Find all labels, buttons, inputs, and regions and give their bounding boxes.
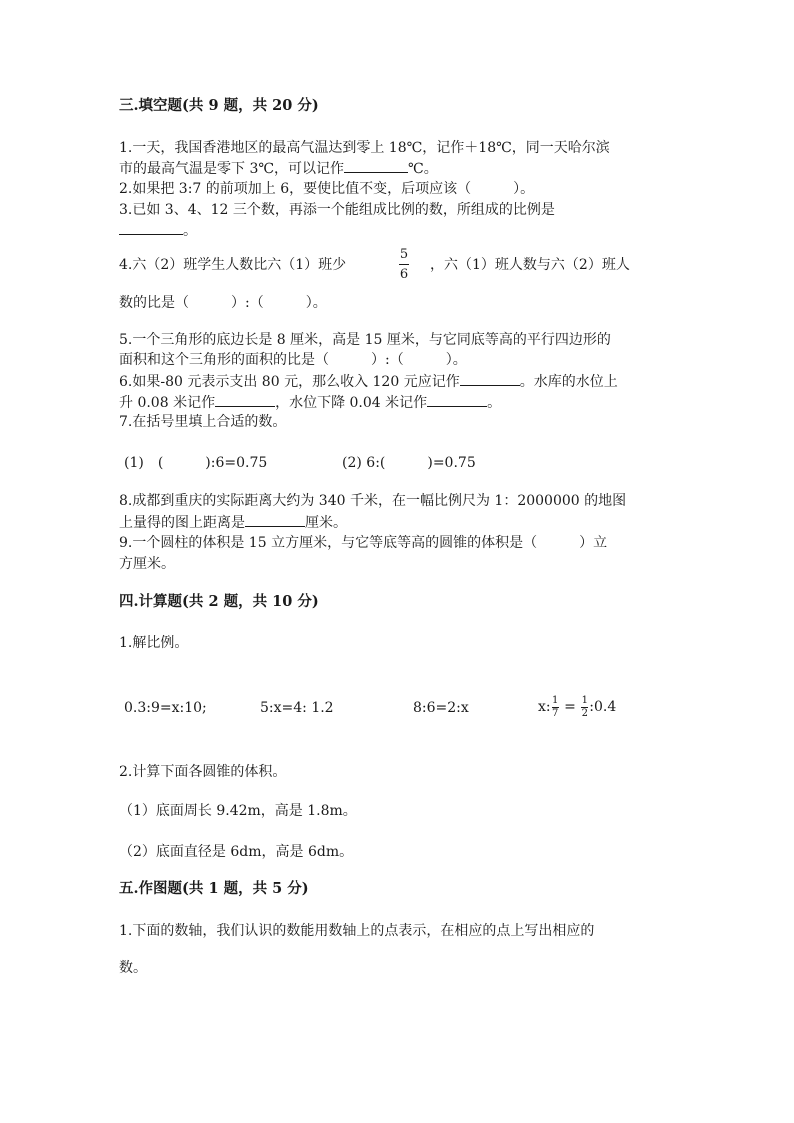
equation-2: 5:x=4: 1.2 [260,700,334,716]
equation-4 [538,695,616,719]
answer-blank[interactable] [245,513,305,527]
question-3-8-text-b: 厘米。 [305,515,347,531]
answer-blank[interactable] [215,393,275,407]
fraction-denominator: 2 [581,707,588,719]
question-3-3-text-b: 。 [183,223,197,239]
answer-blank[interactable] [427,393,487,407]
question-3-7-part-1: (1) ( ):6=0.75 [124,455,268,471]
question-3-6-line-2 [119,393,501,412]
question-3-4-text-b: ，六（1）班人数与六（2）班人 [430,257,630,273]
answer-blank[interactable] [344,159,408,173]
answer-blank[interactable] [460,372,520,386]
question-4-2: 2.计算下面各圆锥的体积。 [119,764,287,780]
question-3-6-text-d: ，水位下降 0.04 米记作 [275,395,428,411]
question-3-5-line-1: 5.一个三角形的底边长是 8 厘米，高是 15 厘米，与它同底等高的平行四边形的 [119,332,611,348]
question-3-1-line-1: 1.一天，我国香港地区的最高气温达到零上 18℃，记作＋18℃，同一天哈尔滨 [119,140,610,156]
question-3-6-text-c: 升 0.08 米记作 [119,395,216,411]
equation-4-prefix: x: [538,699,551,715]
section-3-heading: 三.填空题(共 9 题，共 20 分) [119,97,319,114]
fraction-five-sixths [399,247,409,282]
fraction-denominator: 7 [551,707,559,719]
section-5-heading: 五.作图题(共 1 题，共 5 分) [119,880,309,897]
question-3-8-line-1: 8.成都到重庆的实际距离大约为 340 千米，在一幅比例尺为 1：2000000 的地图 [119,493,627,509]
equals-sign: = [559,699,581,715]
fraction-numerator: 1 [581,694,588,706]
fraction-bar [399,264,409,265]
fraction-denominator: 6 [399,267,409,282]
question-3-8-line-2 [119,513,347,532]
fraction-one-seventh [552,696,559,719]
question-5-1-line-2: 数。 [119,960,147,976]
question-3-4-line-2: 数的比是（ ）:（ ）。 [119,295,327,311]
question-4-2-part-1: （1）底面周长 9.42m，高是 1.8m。 [119,803,357,819]
question-3-4-text-a: 4.六（2）班学生人数比六（1）班少 [119,257,347,273]
question-3-6-text-e: 。 [487,395,502,411]
equation-3: 8:6=2:x [413,700,469,716]
fraction-numerator: 5 [399,247,409,262]
question-3-2: 2.如果把 3:7 的前项加上 6，要使比值不变，后项应该（ ）。 [119,181,535,197]
question-3-9-line-1: 9.一个圆柱的体积是 15 立方厘米，与它等底等高的圆锥的体积是（ ）立 [119,535,608,551]
question-5-1-line-1: 1.下面的数轴，我们认识的数能用数轴上的点表示，在相应的点上写出相应的 [119,923,595,939]
question-3-1-text-b: ℃。 [408,161,438,177]
question-3-6-line-1 [119,372,618,391]
question-3-6-text-a: 6.如果-80 元表示支出 80 元，那么收入 120 元应记作 [119,374,460,390]
question-3-1-line-2 [119,159,438,178]
question-4-2-part-2: （2）底面直径是 6dm，高是 6dm。 [119,844,354,860]
question-3-9-line-2: 方厘米。 [119,556,175,572]
question-3-7-part-2: (2) 6:( )=0.75 [342,455,476,471]
question-3-5-line-2: 面积和这个三角形的面积的比是（ ）:（ ）。 [119,352,467,368]
question-4-1: 1.解比例。 [119,635,189,651]
section-4-heading: 四.计算题(共 2 题，共 10 分) [119,593,319,610]
question-3-1-text-a: 市的最高气温是零下 3℃，可以记作 [119,161,345,177]
question-3-3-line-2 [119,221,197,240]
question-3-6-text-b: 。水库的水位上 [519,374,618,390]
answer-blank[interactable] [119,221,183,235]
question-3-8-text-a: 上量得的图上距离是 [119,515,245,531]
fraction-one-half [581,696,588,719]
question-3-3-line-1: 3.已如 3、4、12 三个数，再添一个能组成比例的数，所组成的比例是 [119,202,555,218]
fraction-numerator: 1 [551,694,559,706]
equation-4-suffix: :0.4 [589,699,617,715]
question-3-7: 7.在括号里填上合适的数。 [119,414,287,430]
equation-1: 0.3:9=x:10; [124,700,207,716]
